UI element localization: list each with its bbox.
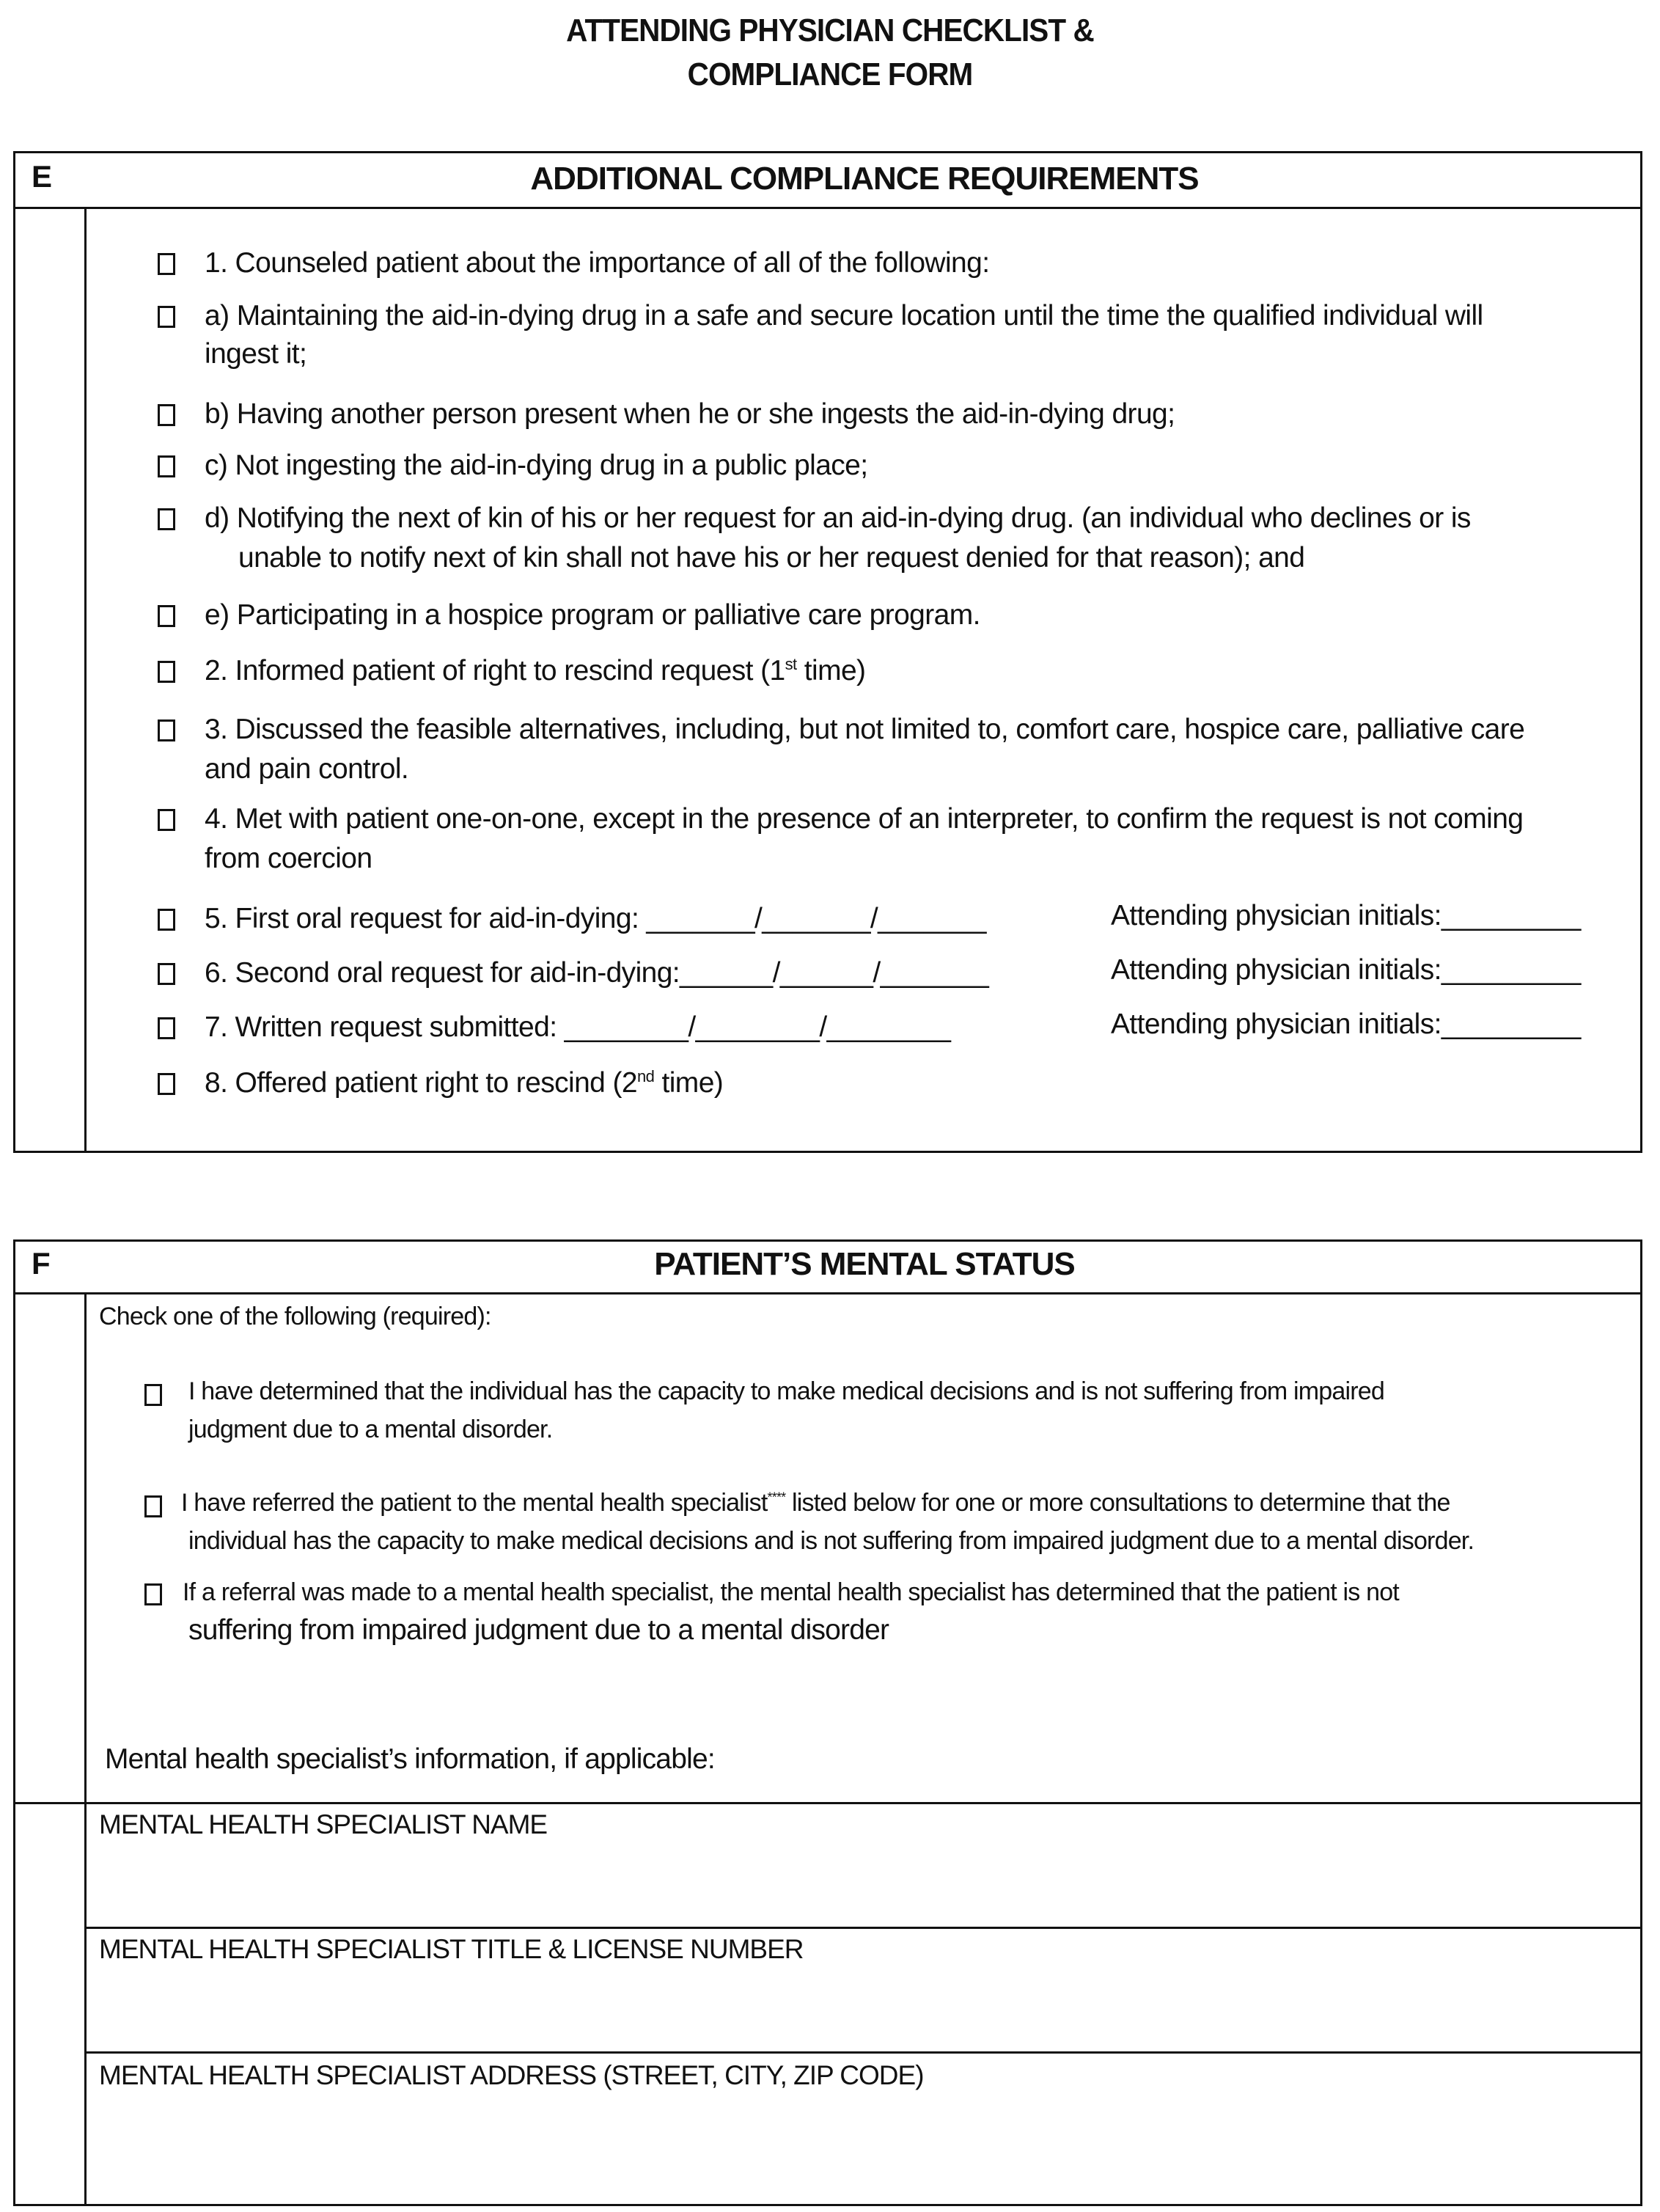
specialist-name-field[interactable] <box>89 1845 1636 1925</box>
item-c <box>205 445 868 486</box>
specialist-address-field[interactable] <box>89 2095 1636 2198</box>
checkbox-item-6[interactable] <box>158 963 175 985</box>
item-a-line1: a) Maintaining the aid-in-dying drug in a safe and secure location until the time the qualified individual will <box>205 300 1483 332</box>
checkbox-item-c[interactable] <box>158 455 175 477</box>
specialist-title-license-field[interactable] <box>89 1969 1636 2050</box>
item-d-line1: d) Notifying the next of kin of his or her request for an aid-in-dying drug. (an individual who declines or is <box>205 502 1471 534</box>
specialist-title-license-label: MENTAL HEALTH SPECIALIST TITLE & LICENSE NUMBER <box>99 1934 804 1964</box>
section-e-header <box>15 153 1640 209</box>
mental-status-option-1-line1: I have determined that the individual has the capacity to make medical decisions and is not suffering from impaired <box>188 1377 1384 1405</box>
checkbox-item-b[interactable] <box>158 404 175 426</box>
item-2-text-a: 2. Informed patient of right to rescind request (1 <box>205 655 785 686</box>
item-4 <box>205 799 1634 879</box>
mental-status-option-2-line1-b: listed below for one or more consultations to determine that the <box>785 1489 1450 1517</box>
section-e-left-column <box>84 209 87 1151</box>
mental-status-option-3-line2: suffering from impaired judgment due to a mental disorder <box>188 1614 889 1646</box>
item-8 <box>205 1063 723 1104</box>
item-3 <box>205 709 1634 790</box>
mental-status-option-2-line2: individual has the capacity to make medical decisions and is not suffering from impaired judgment due to a mental disorder. <box>188 1527 1474 1555</box>
item-a <box>205 296 1627 375</box>
item-5-initials[interactable]: Attending physician initials:_________ <box>1111 900 1581 931</box>
section-f-title: PATIENT’S MENTAL STATUS <box>654 1246 1075 1282</box>
mental-status-option-2-line1-a: I have referred the patient to the mental health specialist <box>181 1489 768 1517</box>
checkbox-item-d[interactable] <box>158 508 175 530</box>
section-e-letter: E <box>32 159 53 194</box>
checkbox-item-7[interactable] <box>158 1017 175 1039</box>
item-b <box>205 394 1175 435</box>
section-f-left-column <box>84 1294 87 2204</box>
checkbox-item-1[interactable] <box>158 253 175 275</box>
item-2-text-b: time) <box>796 655 866 686</box>
item-3-line2: and pain control. <box>205 753 409 785</box>
item-3-line1: 3. Discussed the feasible alternatives, including, but not limited to, comfort care, hospice care, palliative care <box>205 714 1525 745</box>
section-f <box>13 1239 1642 2206</box>
item-4-line1: 4. Met with patient one-on-one, except in the presence of an interpreter, to confirm the request is not coming <box>205 803 1524 835</box>
item-8-sup: nd <box>636 1067 655 1085</box>
item-6-initials[interactable]: Attending physician initials:_________ <box>1111 954 1581 986</box>
checkbox-mental-status-1[interactable] <box>144 1384 162 1406</box>
item-c-text: c) Not ingesting the aid-in-dying drug in a public place; <box>205 450 868 481</box>
checkbox-item-4[interactable] <box>158 809 175 831</box>
checkbox-item-2[interactable] <box>158 661 175 683</box>
specialist-info-label: Mental health specialist’s information, if applicable: <box>105 1743 715 1775</box>
item-d <box>205 498 1627 579</box>
checkbox-item-3[interactable] <box>158 719 175 741</box>
section-e-title: ADDITIONAL COMPLIANCE REQUIREMENTS <box>530 161 1199 197</box>
form-title-line2: COMPLIANCE FORM <box>687 56 973 92</box>
checkbox-item-5[interactable] <box>158 909 175 931</box>
item-8-text-b: time) <box>654 1067 724 1099</box>
section-f-letter: F <box>32 1246 51 1281</box>
mental-status-option-2-sup: **** <box>767 1490 786 1505</box>
item-4-line2: from coercion <box>205 843 372 874</box>
section-f-header <box>15 1242 1640 1294</box>
item-2-sup: st <box>785 655 797 673</box>
checkbox-mental-status-2[interactable] <box>144 1495 162 1517</box>
form-title <box>67 9 1594 97</box>
item-1 <box>205 243 989 284</box>
item-5-text: 5. First oral request for aid-in-dying: _______/_______/_______ <box>205 903 986 934</box>
checkbox-item-8[interactable] <box>158 1073 175 1095</box>
section-f-instruction: Check one of the following (required): <box>99 1303 491 1330</box>
mental-status-option-2 <box>181 1484 1640 1560</box>
item-1-text: 1. Counseled patient about the importance of all of the following: <box>205 247 990 279</box>
mental-status-option-1-line2: judgment due to a mental disorder. <box>188 1416 553 1443</box>
checkbox-item-e[interactable] <box>158 605 175 627</box>
item-7 <box>205 1007 950 1048</box>
item-6 <box>205 953 988 994</box>
item-5 <box>205 898 986 940</box>
checkbox-item-a[interactable] <box>158 306 175 328</box>
checkbox-mental-status-3[interactable] <box>144 1583 162 1605</box>
specialist-name-label: MENTAL HEALTH SPECIALIST NAME <box>99 1809 548 1839</box>
section-e <box>13 151 1642 1153</box>
mental-status-option-3-line1: If a referral was made to a mental health specialist, the mental health specialist has determined that the patient is not <box>183 1578 1399 1606</box>
field-divider-1 <box>87 1927 1640 1929</box>
item-b-text: b) Having another person present when he or she ingests the aid-in-dying drug; <box>205 398 1175 430</box>
form-title-line1: ATTENDING PHYSICIAN CHECKLIST & <box>566 12 1094 48</box>
item-8-text-a: 8. Offered patient right to rescind (2 <box>205 1067 637 1099</box>
item-d-line2: unable to notify next of kin shall not have his or her request denied for that reason); and <box>238 542 1305 574</box>
field-divider-top <box>15 1802 1640 1804</box>
specialist-address-label: MENTAL HEALTH SPECIALIST ADDRESS (STREET, CITY, ZIP CODE) <box>99 2060 924 2090</box>
item-e-text: e) Participating in a hospice program or palliative care program. <box>205 599 980 631</box>
mental-status-option-1 <box>188 1372 1626 1449</box>
mental-status-option-3 <box>183 1573 1642 1649</box>
field-divider-2 <box>87 2051 1640 2054</box>
item-a-line2: ingest it; <box>205 338 307 370</box>
item-e <box>205 595 980 636</box>
item-6-text: 6. Second oral request for aid-in-dying:______/______/_______ <box>205 957 989 989</box>
item-2 <box>205 651 865 692</box>
item-7-initials[interactable]: Attending physician initials:_________ <box>1111 1008 1581 1040</box>
item-7-text: 7. Written request submitted: ________/________/________ <box>205 1011 951 1043</box>
